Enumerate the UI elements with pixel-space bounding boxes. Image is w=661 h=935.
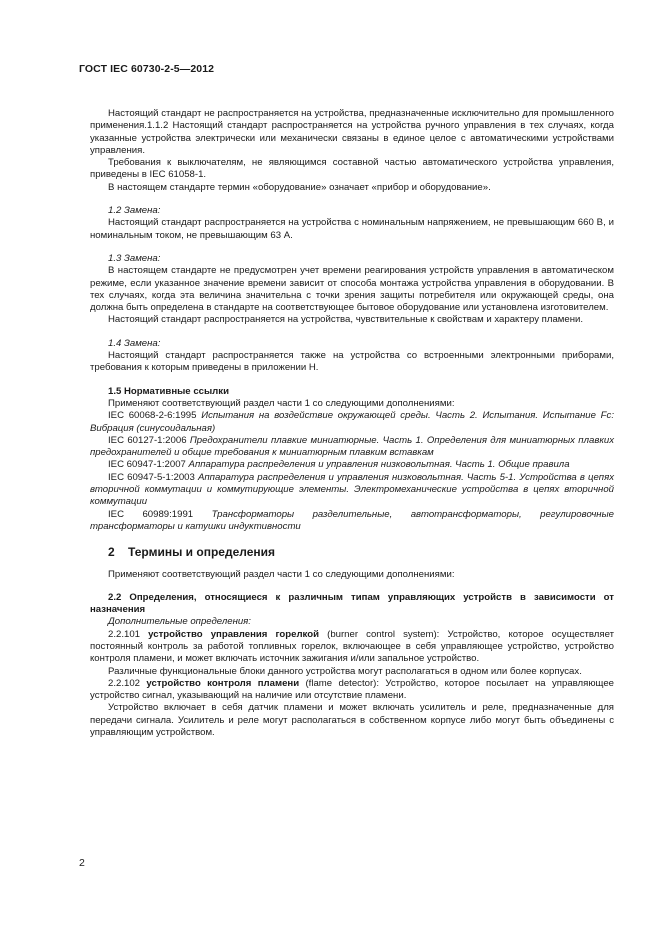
definition-2-2-101: 2.2.101 устройство управления горелкой (burner control system): Устройство, которое осуществляет постоянный контроль за работой топливных горелок, включающее в себя управляющее устройство, устройство контроля пламени, и может включать источник зажигания и/или запальное устройство.: [90, 628, 614, 665]
section-heading-2: 2 Термины и определения: [108, 545, 276, 560]
paragraph: Настоящий стандарт распространяется на устройства с номинальным напряжением, не превышающим 660 В, и номинальным током, не превышающим 63 А.: [90, 217, 614, 241]
paragraph: Настоящий стандарт распространяется также на устройства со встроенными электронными приборами, требования к которым приведены в приложении Н.: [90, 350, 614, 374]
page-number: 2: [79, 857, 85, 869]
document-body: [90, 108, 614, 739]
paragraph: В настоящем стандарте термин «оборудование» означает «прибор и оборудование».: [108, 181, 491, 193]
paragraph: Различные функциональные блоки данного устройства могут располагаться в одном или более корпусах.: [108, 665, 582, 677]
paragraph: Устройство включает в себя датчик пламени и может включать усилитель и реле, предназначенные для передачи сигнала. Усилитель и реле могут располагаться в собственном корпусе либо могут быть объединены с управляющим устройством.: [90, 702, 614, 739]
paragraph: Настоящий стандарт распространяется на устройства, чувствительные к свойствам и характеру пламени.: [108, 314, 584, 326]
clause-label-1-4: 1.4 Замена:: [108, 337, 161, 349]
reference-item: IEC 60068-2-6:1995 Испытания на воздействие окружающей среды. Часть 2. Испытания. Испытание Fc: Вибрация (синусоидальная): [90, 410, 614, 434]
reference-item: IEC 60947-5-1:2003 Аппаратура распределения и управления низковольтная. Часть 5-1. Устройства в цепях вторичной коммутации и коммутирующие элементы. Электромеханические устройства в цепях вторичной коммутации: [90, 471, 615, 508]
clause-label-1-2: 1.2 Замена:: [108, 205, 161, 217]
clause-subtitle: Дополнительные определения:: [108, 616, 251, 628]
clause-title-2-2: 2.2 Определения, относящиеся к различным типам управляющих устройств в зависимости от назначения: [90, 591, 614, 616]
clause-title-1-5: 1.5 Нормативные ссылки: [108, 385, 229, 397]
document-header: ГОСТ IEC 60730-2-5—2012: [79, 63, 215, 75]
reference-item: IEC 60947-1:2007 Аппаратура распределения и управления низковольтная. Часть 1. Общие правила: [108, 459, 570, 471]
paragraph: В настоящем стандарте не предусмотрен учет времени реагирования устройств управления в автоматическом режиме, если указанное значение времени зависит от способа монтажа устройства управления в оборудовании. В тех случаях, когда эта величина значительна с точки зрения защиты потребителя или окружающей среды, она должна быть определена в стандарте на соответствующее бытовое оборудование или установлена изготовителем.: [90, 265, 614, 314]
paragraph: Применяют соответствующий раздел части 1 со следующими дополнениями:: [108, 568, 455, 580]
reference-item: IEC 60989:1991 Трансформаторы разделительные, автотрансформаторы, регулировочные трансформаторы и катушки индуктивности: [90, 508, 614, 532]
paragraph: Применяют соответствующий раздел части 1 со следующими дополнениями:: [108, 397, 455, 409]
paragraph: Требования к выключателям, не являющимся составной частью автоматического устройства управления, приведены в IEC 61058-1.: [90, 157, 614, 181]
definition-2-2-102: 2.2.102 устройство контроля пламени (flame detector): Устройство, которое посылает на управляющее устройство сигнал, указывающий на наличие или отсутствие пламени.: [90, 677, 614, 702]
paragraph: Настоящий стандарт не распространяется на устройства, предназначенные исключительно для промышленного применения.1.1.2 Настоящий стандарт распространяется на устройства ручного управления в тех случаях, когда указанные устройства электрически или механически связаны в единое целое с автоматическими устройствами управления.: [90, 108, 614, 156]
reference-item: IEC 60127-1:2006 Предохранители плавкие миниатюрные. Часть 1. Определения для миниатюрных плавких предохранителей и общие требования к миниатюрным плавким вставкам: [90, 434, 614, 459]
clause-label-1-3: 1.3 Замена:: [108, 252, 161, 264]
